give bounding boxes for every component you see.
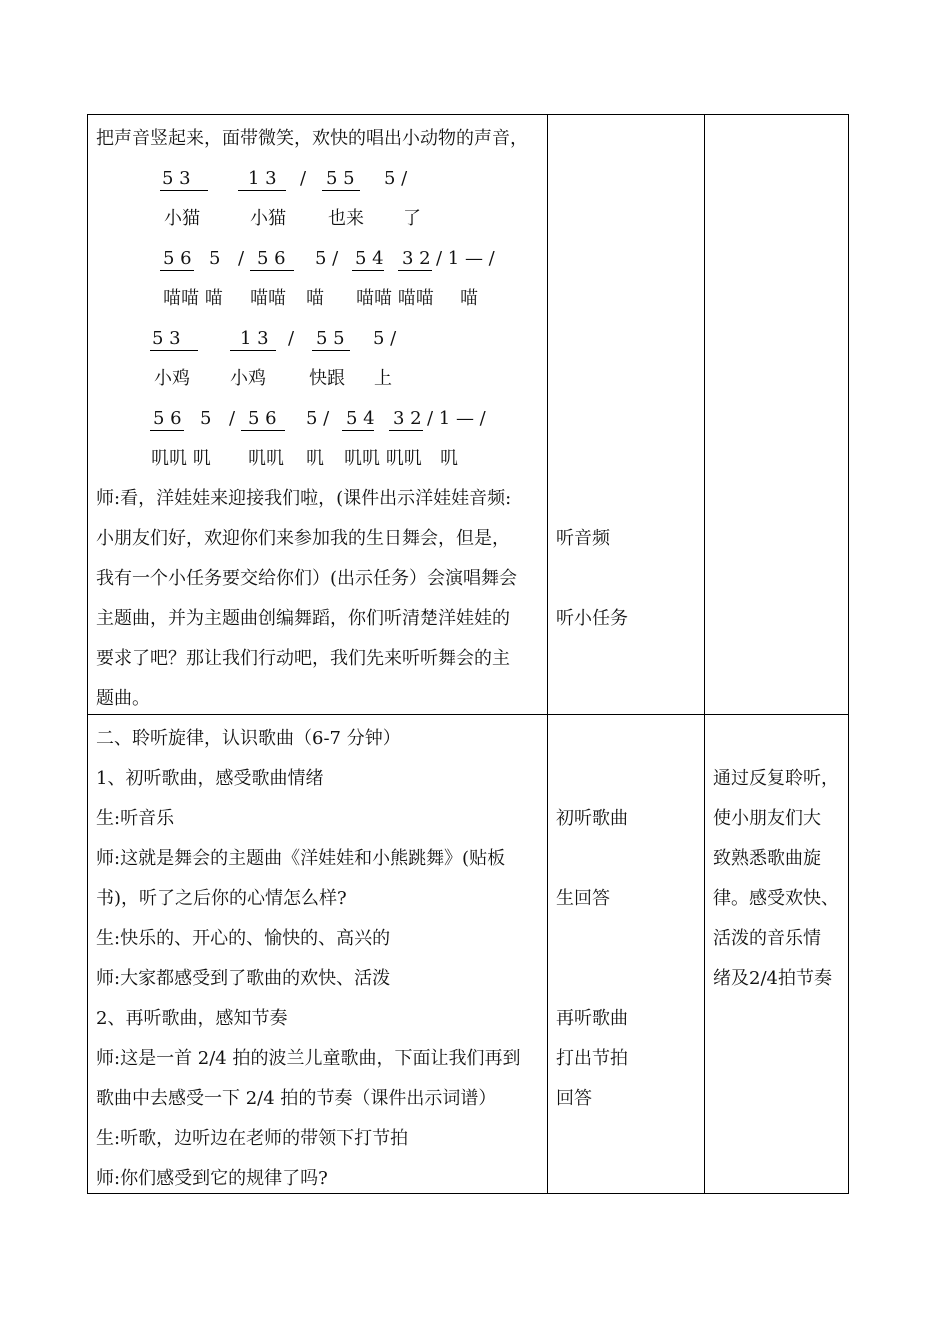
row-divider bbox=[87, 714, 849, 715]
student-activity: 听小任务 bbox=[556, 608, 628, 629]
notation-note: 5 6 bbox=[163, 248, 192, 269]
paragraph-line: 题曲。 bbox=[96, 688, 150, 709]
paragraph-line: 生:听歌，边听边在老师的带领下打节拍 bbox=[96, 1128, 409, 1149]
lyric: 小鸡 bbox=[154, 368, 190, 389]
notation-note: 1 3 bbox=[248, 168, 277, 189]
lyric: 叽叽 叽叽 bbox=[344, 448, 422, 469]
student-activity: 初听歌曲 bbox=[556, 808, 628, 829]
note-underline bbox=[312, 350, 350, 351]
notation-bar: / bbox=[238, 248, 245, 269]
note-underline bbox=[230, 350, 276, 351]
design-intent-line: 使小朋友们大 bbox=[713, 808, 821, 829]
lyric: 快跟 bbox=[309, 368, 345, 389]
lyric: 喵喵 bbox=[250, 288, 286, 309]
step-heading: 2、再听歌曲，感知节奏 bbox=[96, 1008, 288, 1029]
notation-note: 5 5 bbox=[316, 328, 345, 349]
lyric: 喵 bbox=[306, 288, 324, 309]
note-underline bbox=[150, 350, 198, 351]
notation-note: 5 6 bbox=[257, 248, 286, 269]
paragraph-line: 生:听音乐 bbox=[96, 808, 175, 829]
notation-note: 5 4 bbox=[355, 248, 384, 269]
note-underline bbox=[250, 270, 294, 271]
note-underline bbox=[150, 430, 184, 431]
notation-note: 5 / bbox=[306, 408, 330, 429]
paragraph-line: 歌曲中去感受一下 2/4 拍的节奏（课件出示词谱） bbox=[96, 1088, 497, 1109]
student-activity: 打出节拍 bbox=[556, 1048, 628, 1069]
step-heading: 1、初听歌曲，感受歌曲情绪 bbox=[96, 768, 324, 789]
notation-note: 5 bbox=[200, 408, 212, 429]
lyric: 叽叽 叽 bbox=[151, 448, 211, 469]
notation-note: 5 6 bbox=[153, 408, 182, 429]
paragraph-line: 师:看，洋娃娃来迎接我们啦，(课件出示洋娃娃音频: bbox=[96, 488, 512, 509]
notation-bar: / bbox=[300, 168, 307, 189]
lyric: 喵喵 喵喵 bbox=[356, 288, 434, 309]
notation-note: / 1 — / bbox=[427, 408, 486, 429]
student-activity: 再听歌曲 bbox=[556, 1008, 628, 1029]
notation-note: 5 4 bbox=[346, 408, 375, 429]
lyric: 小猫 bbox=[250, 208, 286, 229]
section-heading: 二、聆听旋律，认识歌曲（6-7 分钟） bbox=[96, 728, 401, 749]
student-activity: 回答 bbox=[556, 1088, 592, 1109]
lyric: 叽 bbox=[306, 448, 324, 469]
intro-text: 把声音竖起来，面带微笑，欢快的唱出小动物的声音， bbox=[96, 128, 528, 149]
note-underline bbox=[322, 190, 360, 191]
paragraph-line: 主题曲，并为主题曲创编舞蹈，你们听清楚洋娃娃的 bbox=[96, 608, 510, 629]
paragraph-line: 师:大家都感受到了歌曲的欢快、活泼 bbox=[96, 968, 391, 989]
lyric: 喵 bbox=[460, 288, 478, 309]
column-divider bbox=[704, 114, 705, 1194]
notation-note: 5 3 bbox=[162, 168, 191, 189]
lyric: 也来 bbox=[328, 208, 364, 229]
lyric: 上 bbox=[374, 368, 392, 389]
design-intent-line: 通过反复聆听， bbox=[713, 768, 839, 789]
design-intent-line: 致熟悉歌曲旋 bbox=[713, 848, 821, 869]
note-underline bbox=[389, 430, 423, 431]
lyric: 小猫 bbox=[164, 208, 200, 229]
notation-note: 5 / bbox=[315, 248, 339, 269]
note-underline bbox=[160, 190, 208, 191]
student-activity: 生回答 bbox=[556, 888, 610, 909]
notation-note: 5 3 bbox=[152, 328, 181, 349]
design-intent-line: 绪及2/4拍节奏 bbox=[713, 968, 832, 989]
notation-note: 5 5 bbox=[326, 168, 355, 189]
design-intent-line: 活泼的音乐情 bbox=[713, 928, 821, 949]
lyric: 了 bbox=[403, 208, 421, 229]
note-underline bbox=[238, 190, 286, 191]
note-underline bbox=[352, 270, 384, 271]
notation-bar: / bbox=[229, 408, 236, 429]
notation-note: 5 bbox=[209, 248, 221, 269]
column-divider bbox=[547, 114, 548, 1194]
design-intent-line: 律。感受欢快、 bbox=[713, 888, 839, 909]
notation-note: 5 6 bbox=[248, 408, 277, 429]
paragraph-line: 我有一个小任务要交给你们）(出示任务）会演唱舞会 bbox=[96, 568, 518, 589]
notation-note: / 1 — / bbox=[436, 248, 495, 269]
paragraph-line: 师:这是一首 2/4 拍的波兰儿童歌曲，下面让我们再到 bbox=[96, 1048, 521, 1069]
notation-note: 5 / bbox=[373, 328, 397, 349]
note-underline bbox=[398, 270, 432, 271]
paragraph-line: 师:你们感受到它的规律了吗? bbox=[96, 1168, 328, 1189]
paragraph-line: 师:这就是舞会的主题曲《洋娃娃和小熊跳舞》(贴板 bbox=[96, 848, 506, 869]
notation-note: 3 2 bbox=[402, 248, 431, 269]
lyric: 叽叽 bbox=[248, 448, 284, 469]
note-underline bbox=[241, 430, 285, 431]
lyric: 叽 bbox=[440, 448, 458, 469]
paragraph-line: 小朋友们好，欢迎你们来参加我的生日舞会，但是， bbox=[96, 528, 510, 549]
lyric: 喵喵 喵 bbox=[163, 288, 223, 309]
paragraph-line: 生:快乐的、开心的、愉快的、高兴的 bbox=[96, 928, 391, 949]
notation-note: 3 2 bbox=[393, 408, 422, 429]
notation-note: 1 3 bbox=[240, 328, 269, 349]
notation-bar: / bbox=[288, 328, 295, 349]
paragraph-line: 书)，听了之后你的心情怎么样? bbox=[96, 888, 347, 909]
notation-note: 5 / bbox=[384, 168, 408, 189]
note-underline bbox=[342, 430, 374, 431]
student-activity: 听音频 bbox=[556, 528, 610, 549]
note-underline bbox=[160, 270, 194, 271]
lyric: 小鸡 bbox=[230, 368, 266, 389]
paragraph-line: 要求了吧？那让我们行动吧，我们先来听听舞会的主 bbox=[96, 648, 510, 669]
